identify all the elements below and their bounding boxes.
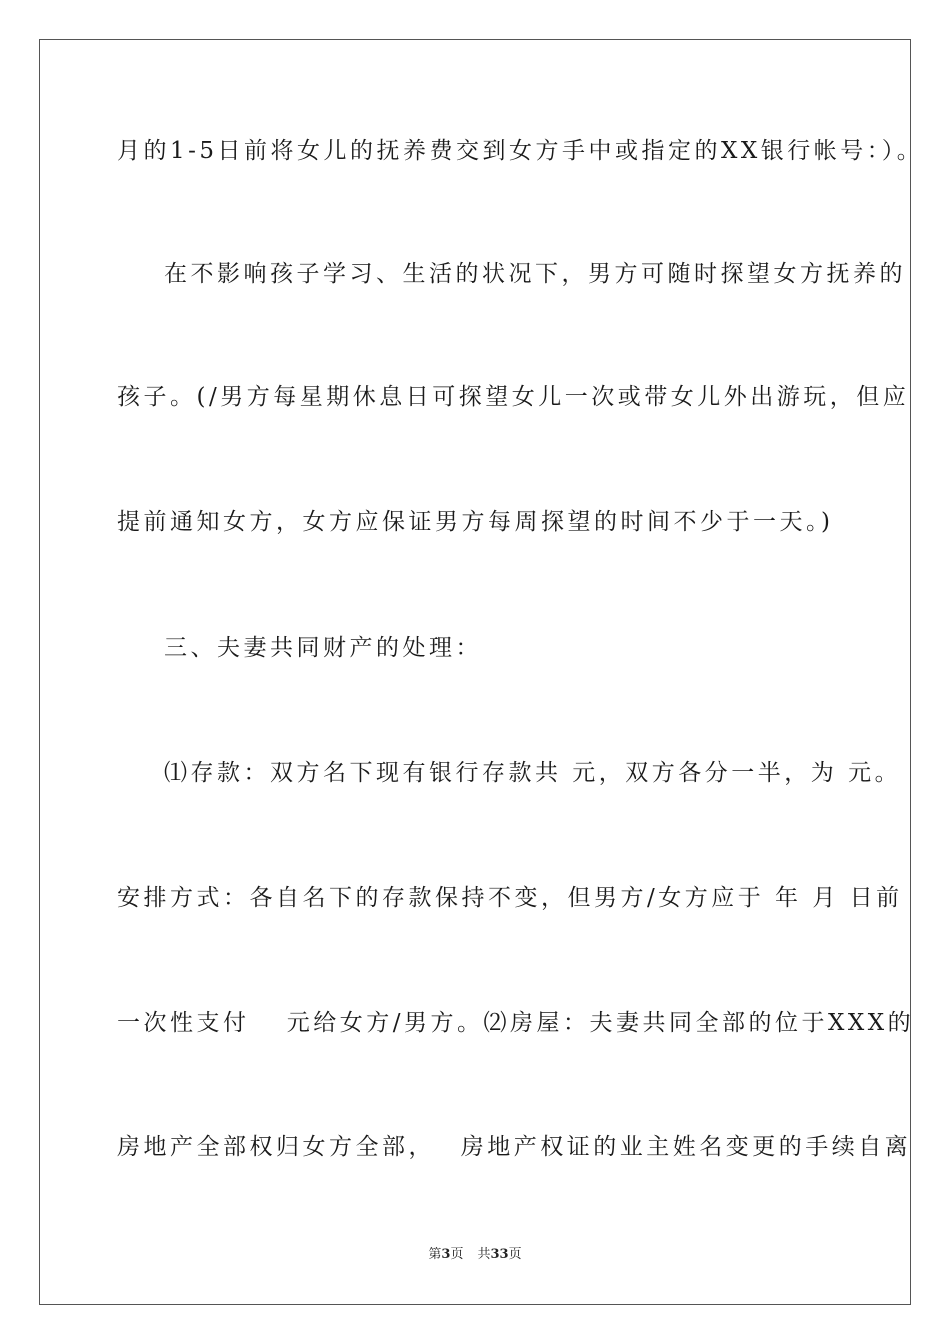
total-suffix: 页 xyxy=(508,1247,522,1262)
body-text-line: ⑴存款：双方名下现有银行存款共 元，双方各分一半，为 元。 xyxy=(164,760,902,786)
body-text-line: 提前通知女方，女方应保证男方每周探望的时间不少于一天。) xyxy=(117,509,834,535)
body-text-line: 在不影响孩子学习、生活的状况下，男方可随时探望女方抚养的 xyxy=(164,261,906,287)
page-suffix: 页 xyxy=(450,1247,464,1262)
body-text-line: 房地产全部权归女方全部， 房地产权证的业主姓名变更的手续自离 xyxy=(117,1134,912,1160)
total-prefix: 共 xyxy=(477,1247,491,1262)
page-total: 33 xyxy=(490,1247,509,1262)
page-border xyxy=(39,39,924,1305)
page-prefix: 第 xyxy=(428,1247,442,1262)
body-text-line: 一次性支付 元给女方/男方。⑵房屋：夫妻共同全部的位于XXX的 xyxy=(117,1010,915,1036)
section-heading: 三、夫妻共同财产的处理： xyxy=(164,635,482,661)
body-text-line: 安排方式：各自名下的存款保持不变，但男方/女方应于 年 月 日前 xyxy=(117,885,903,911)
page-footer xyxy=(0,1247,950,1263)
body-text-line: 月的1-5日前将女儿的抚养费交到女方手中或指定的XX银行帐号：）。 xyxy=(117,138,924,164)
body-text-line: 孩子。(/男方每星期休息日可探望女儿一次或带女儿外出游玩，但应 xyxy=(117,384,910,410)
page-current: 3 xyxy=(441,1247,451,1262)
